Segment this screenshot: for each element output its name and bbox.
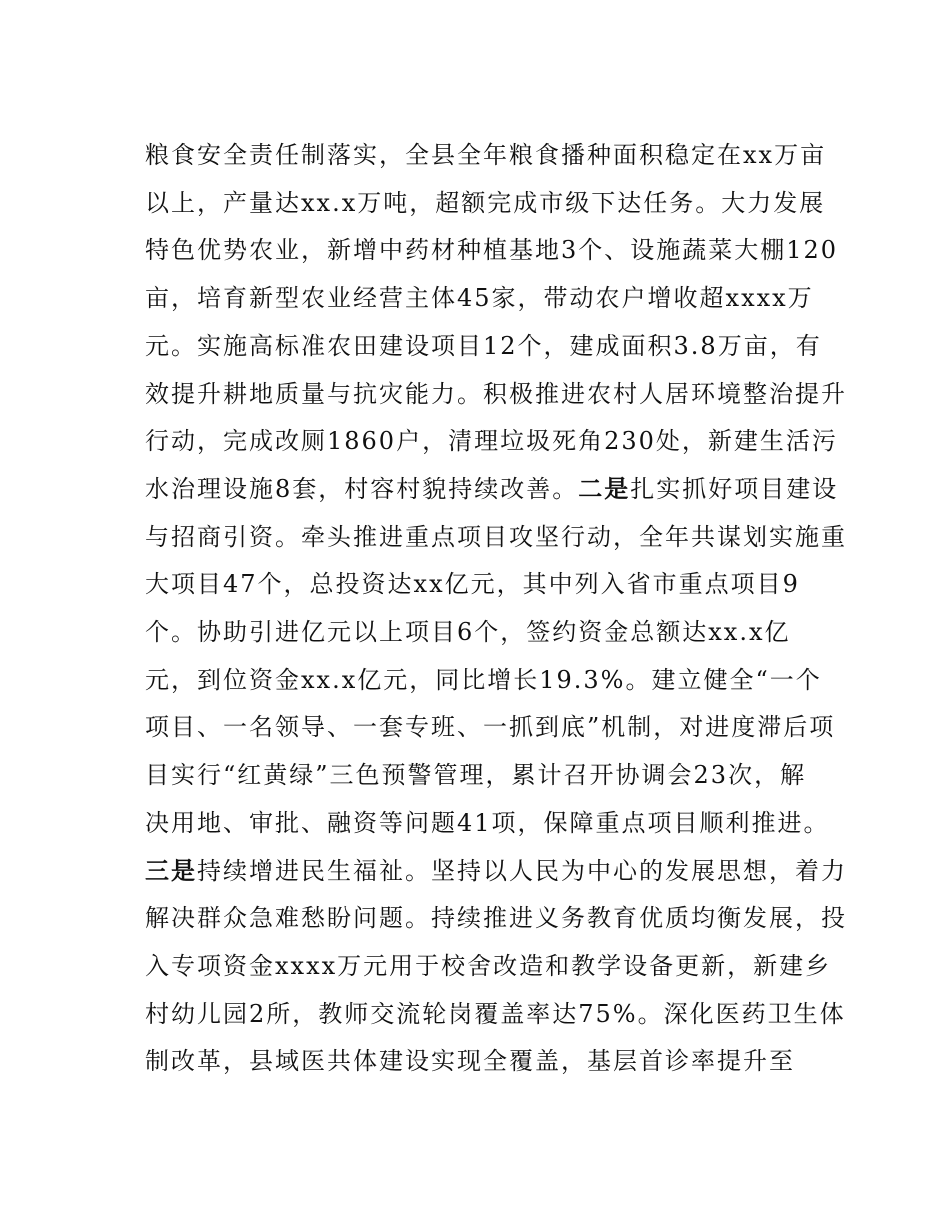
paragraph-text: 解决群众急难愁盼问题。持续推进义务教育优质均衡发展，投 (145, 904, 847, 933)
paragraph-text: 决用地、审批、融资等问题41项，保障重点项目顺利推进。 (145, 808, 830, 837)
text-line (145, 759, 805, 791)
paragraph-text: 水治理设施8套，村容村貌持续改善。 (145, 474, 579, 503)
paragraph-text: 入专项资金xxxx万元用于校舍改造和教学设备更新，新建乡 (145, 951, 832, 980)
bold-heading-text: 二是 (578, 474, 631, 503)
paragraph-text: 村幼儿园2所，教师交流轮岗覆盖率达75%。深化医药卫生体 (145, 999, 846, 1028)
text-line (145, 473, 839, 505)
bold-heading-text: 三是 (145, 856, 197, 885)
text-line (145, 234, 839, 266)
text-line (145, 902, 847, 934)
paragraph-text: 效提升耕地质量与抗灾能力。积极推进农村人居环境整治提升 (145, 379, 847, 408)
text-line (145, 330, 822, 362)
text-line (145, 1045, 805, 1077)
paragraph-text: 制改革，县域医共体建设实现全覆盖，基层首诊率提升至 (145, 1047, 795, 1076)
text-line (145, 807, 830, 839)
text-line (145, 139, 827, 171)
text-line (145, 998, 846, 1030)
paragraph-text: 粮食安全责任制落实，全县全年粮食播种面积稳定在xx万亩 (145, 141, 827, 169)
paragraph-text: 目实行“红黄绿”三色预警管理，累计召开协调会23次，解 (145, 761, 807, 790)
text-line (145, 568, 805, 600)
text-line (145, 855, 847, 887)
text-line (145, 950, 832, 982)
text-line (145, 187, 826, 219)
text-line (145, 664, 822, 696)
paragraph-text: 持续增进民生福祉。坚持以人民为中心的发展思想，着力 (197, 856, 847, 885)
paragraph-text: 与招商引资。牵头推进重点项目攻坚行动，全年共谋划实施重 (145, 522, 847, 551)
text-line (145, 378, 847, 410)
text-line (145, 711, 836, 743)
paragraph-text: 特色优势农业，新增中药材种植基地3个、设施蔬菜大棚120 (145, 236, 839, 265)
paragraph-text: 元，到位资金xx.x亿元，同比增长19.3%。建立健全“一个 (145, 665, 822, 694)
paragraph-text: 行动，完成改厕1860户，清理垃圾死角230处，新建生活污 (145, 427, 838, 456)
paragraph-text: 大项目47个，总投资达xx亿元，其中列入省市重点项目9 (145, 570, 800, 599)
paragraph-text: 个。协助引进亿元以上项目6个，签约资金总额达xx.x亿 (145, 618, 791, 646)
text-line (145, 425, 838, 457)
paragraph-text: 以上，产量达xx.x万吨，超额完成市级下达任务。大力发展 (145, 188, 826, 217)
paragraph-text: 元。实施高标准农田建设项目12个，建成面积3.8万亩，有 (145, 331, 822, 360)
text-line (145, 616, 805, 648)
paragraph-text: 亩，培育新型农业经营主体45家，带动农户增收超xxxx万 (145, 284, 814, 313)
paragraph-text: 项目、一名领导、一套专班、一抓到底”机制，对进度滞后项 (145, 713, 836, 742)
text-line (145, 521, 847, 553)
paragraph-text: 扎实抓好项目建设 (630, 474, 839, 503)
text-line (145, 282, 814, 314)
